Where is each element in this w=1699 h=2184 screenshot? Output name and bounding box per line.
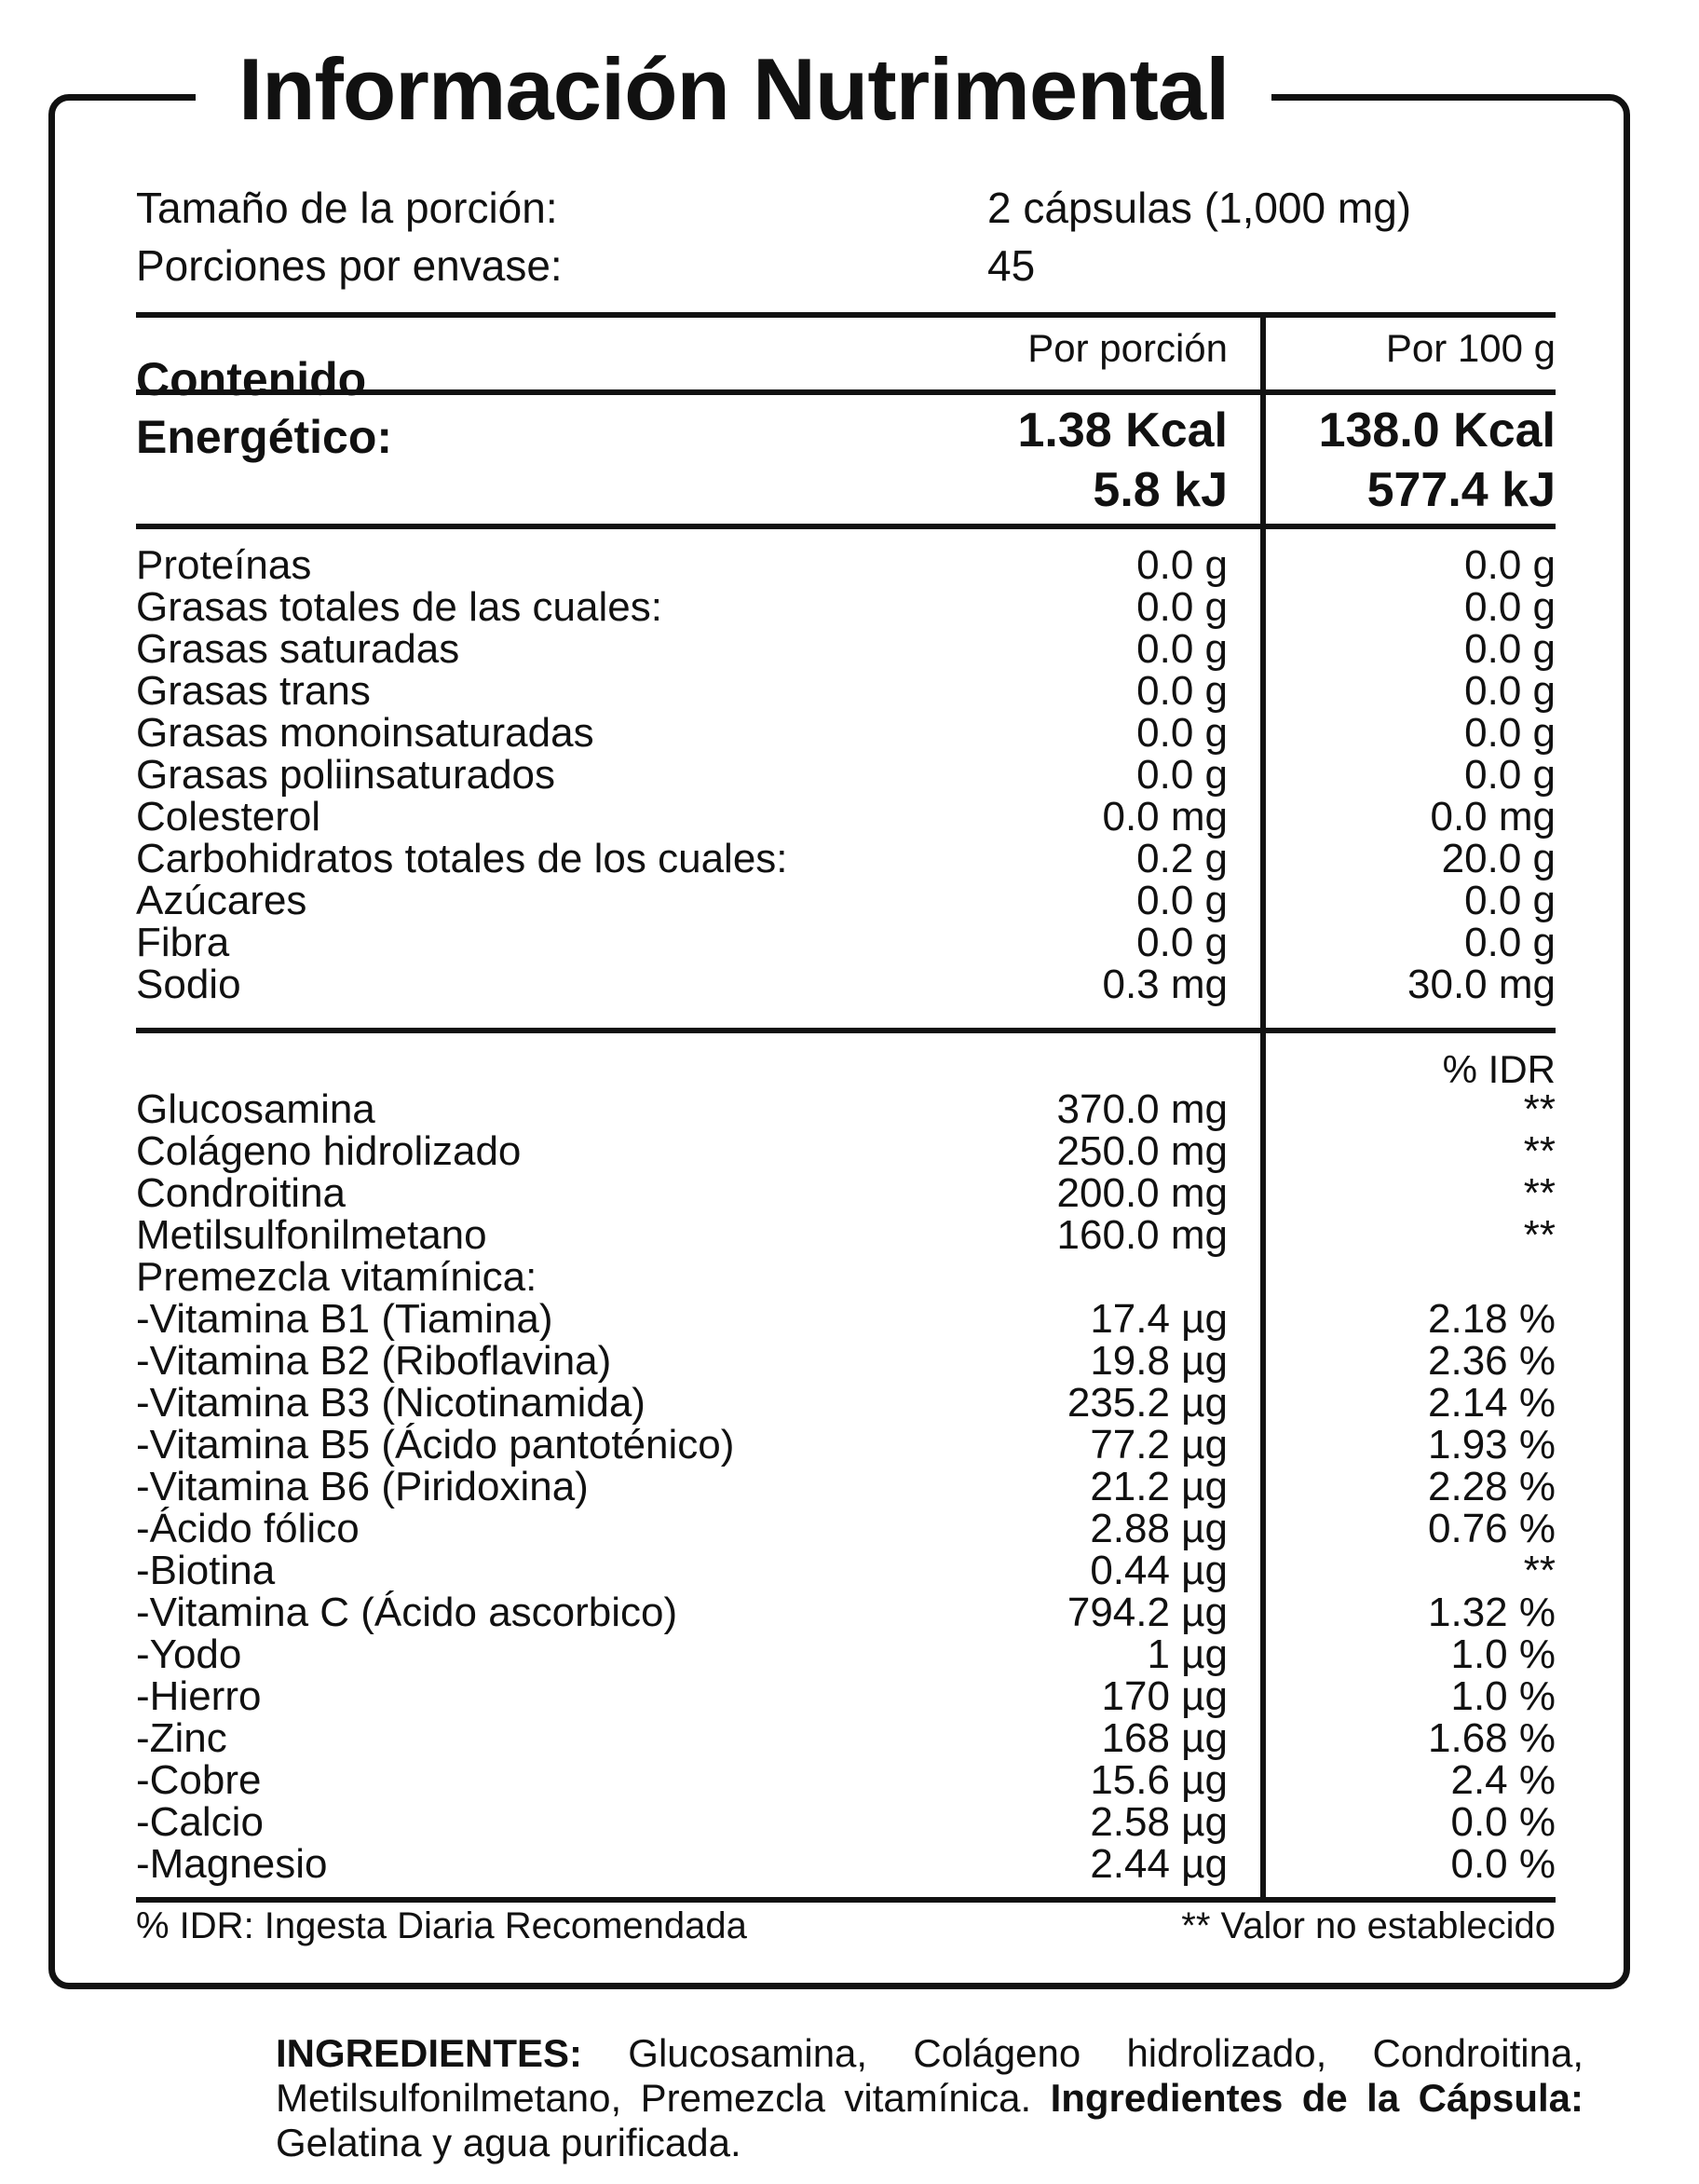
nutrient-name: Grasas monoinsaturadas [136, 710, 594, 756]
nutrient-per-100g: 0.0 g [1464, 668, 1556, 714]
nutrient-per-serving: 0.2 g [1136, 836, 1228, 881]
nutrient-per-serving: 0.0 g [1136, 920, 1228, 965]
nutrient-per-100g: 0.0 g [1464, 626, 1556, 672]
nutrient-per-serving: 0.0 g [1136, 752, 1228, 798]
active-per-serving: 794.2 µg [1067, 1590, 1228, 1635]
capsule-ingredients-text: Gelatina y agua purificada. [276, 2121, 741, 2164]
nutrient-per-serving: 0.0 g [1136, 668, 1228, 714]
active-idr: 0.0 % [1450, 1799, 1556, 1845]
active-idr: 2.18 % [1428, 1296, 1556, 1342]
active-per-serving: 0.44 µg [1090, 1548, 1228, 1593]
energy-kj-per-100g: 577.4 kJ [1366, 463, 1556, 517]
active-name: -Vitamina B6 (Piridoxina) [136, 1464, 589, 1509]
active-name: -Vitamina C (Ácido ascorbico) [136, 1590, 678, 1635]
active-idr: 1.68 % [1428, 1715, 1556, 1761]
active-name: -Calcio [136, 1799, 264, 1845]
nutrient-name: Fibra [136, 920, 230, 965]
active-idr: 1.0 % [1450, 1631, 1556, 1677]
nutrient-per-serving: 0.0 g [1136, 710, 1228, 756]
active-idr: 1.0 % [1450, 1673, 1556, 1719]
active-name: Condroitina [136, 1170, 347, 1216]
active-idr: 2.36 % [1428, 1338, 1556, 1384]
active-per-serving: 2.58 µg [1090, 1799, 1228, 1845]
energy-kj-per-serving: 5.8 kJ [1093, 463, 1228, 517]
active-per-serving: 77.2 µg [1090, 1422, 1228, 1467]
serving-size-value: 2 cápsulas (1,000 mg) [987, 184, 1412, 232]
vitamin-premix-heading: Premezcla vitamínica: [136, 1254, 537, 1300]
active-idr: ** [1523, 1548, 1556, 1593]
energy-kcal-per-100g: 138.0 Kcal [1318, 403, 1556, 457]
energy-label-line1: Contenido [136, 353, 367, 405]
active-per-serving: 200.0 mg [1056, 1170, 1228, 1216]
nutrient-per-100g: 0.0 g [1464, 584, 1556, 630]
servings-per-container-label: Porciones por envase: [136, 241, 563, 290]
nutrient-per-100g: 0.0 mg [1430, 794, 1556, 839]
page-title: Información Nutrimental [196, 34, 1271, 145]
nutrient-per-100g: 0.0 g [1464, 752, 1556, 798]
active-name: Metilsulfonilmetano [136, 1212, 487, 1258]
nutrient-name: Grasas saturadas [136, 626, 460, 672]
active-name: -Vitamina B5 (Ácido pantoténico) [136, 1422, 735, 1467]
col-header-per-100g: Por 100 g [1385, 326, 1556, 370]
nutrient-name: Proteínas [136, 542, 312, 588]
nutrient-per-100g: 0.0 g [1464, 878, 1556, 923]
active-per-serving: 19.8 µg [1090, 1338, 1228, 1384]
nutrient-per-serving: 0.0 mg [1102, 794, 1228, 839]
active-per-serving: 170 µg [1101, 1673, 1228, 1719]
active-per-serving: 17.4 µg [1090, 1296, 1228, 1342]
active-per-serving: 21.2 µg [1090, 1464, 1228, 1509]
nutrient-per-serving: 0.3 mg [1102, 962, 1228, 1007]
energy-kcal-per-serving: 1.38 Kcal [1017, 403, 1228, 457]
nutrient-per-100g: 20.0 g [1441, 836, 1556, 881]
active-idr: 2.28 % [1428, 1464, 1556, 1509]
active-idr: 0.0 % [1450, 1841, 1556, 1887]
column-divider [1260, 318, 1266, 1897]
active-idr: 2.14 % [1428, 1380, 1556, 1426]
col-header-per-serving: Por porción [1027, 326, 1228, 370]
nutrient-name: Colesterol [136, 794, 321, 839]
active-per-serving: 168 µg [1101, 1715, 1228, 1761]
nutrient-per-100g: 0.0 g [1464, 542, 1556, 588]
active-per-serving: 250.0 mg [1056, 1128, 1228, 1174]
active-per-serving: 15.6 µg [1090, 1757, 1228, 1803]
ingredients-label: INGREDIENTES: [276, 2031, 583, 2075]
nutrient-name: Grasas totales de las cuales: [136, 584, 662, 630]
active-per-serving: 2.44 µg [1090, 1841, 1228, 1887]
nutrient-per-serving: 0.0 g [1136, 626, 1228, 672]
col-header-idr: % IDR [1442, 1047, 1556, 1091]
active-name: Glucosamina [136, 1086, 375, 1132]
active-name: -Yodo [136, 1631, 242, 1677]
active-idr: 1.93 % [1428, 1422, 1556, 1467]
active-name: Colágeno hidrolizado [136, 1128, 522, 1174]
active-per-serving: 2.88 µg [1090, 1506, 1228, 1551]
active-name: -Zinc [136, 1715, 227, 1761]
energy-label-line2: Energético: [136, 411, 393, 463]
divider-energy [136, 524, 1556, 529]
footnote-idr: % IDR: Ingesta Diaria Recomendada [136, 1905, 747, 1946]
servings-per-container-value: 45 [987, 241, 1036, 290]
nutrient-per-serving: 0.0 g [1136, 878, 1228, 923]
nutrient-per-serving: 0.0 g [1136, 584, 1228, 630]
active-name: -Vitamina B3 (Nicotinamida) [136, 1380, 646, 1426]
footnote-not-established: ** Valor no establecido [1181, 1905, 1556, 1946]
divider-top [136, 312, 1556, 318]
divider-footer [136, 1897, 1556, 1903]
active-name: -Hierro [136, 1673, 262, 1719]
active-per-serving: 1 µg [1147, 1631, 1228, 1677]
nutrient-name: Azúcares [136, 878, 307, 923]
active-idr: 0.76 % [1428, 1506, 1556, 1551]
nutrient-name: Carbohidratos totales de los cuales: [136, 836, 788, 881]
nutrient-name: Grasas trans [136, 668, 371, 714]
active-name: -Biotina [136, 1548, 276, 1593]
capsule-ingredients-label: Ingredientes de la Cápsula: [1050, 2076, 1583, 2120]
active-idr: 1.32 % [1428, 1590, 1556, 1635]
nutrient-per-100g: 30.0 mg [1407, 962, 1556, 1007]
ingredients-text: Glucosamina, Colágeno hidrolizado, Condroitina, Metilsulfonilmetano, Premezcla vitamínica. [276, 2031, 1583, 2120]
active-name: -Ácido fólico [136, 1506, 360, 1551]
active-per-serving: 370.0 mg [1056, 1086, 1228, 1132]
active-per-serving: 160.0 mg [1056, 1212, 1228, 1258]
serving-size-label: Tamaño de la porción: [136, 184, 558, 232]
nutrient-per-100g: 0.0 g [1464, 920, 1556, 965]
active-name: -Cobre [136, 1757, 262, 1803]
active-idr: ** [1523, 1128, 1556, 1174]
active-idr: 2.4 % [1450, 1757, 1556, 1803]
active-idr: ** [1523, 1086, 1556, 1132]
nutrient-per-100g: 0.0 g [1464, 710, 1556, 756]
nutrient-name: Grasas poliinsaturados [136, 752, 556, 798]
nutrient-per-serving: 0.0 g [1136, 542, 1228, 588]
active-name: -Vitamina B2 (Riboflavina) [136, 1338, 612, 1384]
active-name: -Magnesio [136, 1841, 328, 1887]
active-idr: ** [1523, 1212, 1556, 1258]
active-name: -Vitamina B1 (Tiamina) [136, 1296, 553, 1342]
active-per-serving: 235.2 µg [1067, 1380, 1228, 1426]
ingredients-paragraph [276, 2031, 1583, 2165]
nutrient-name: Sodio [136, 962, 241, 1007]
active-idr: ** [1523, 1170, 1556, 1216]
divider-nutrients [136, 1028, 1556, 1033]
